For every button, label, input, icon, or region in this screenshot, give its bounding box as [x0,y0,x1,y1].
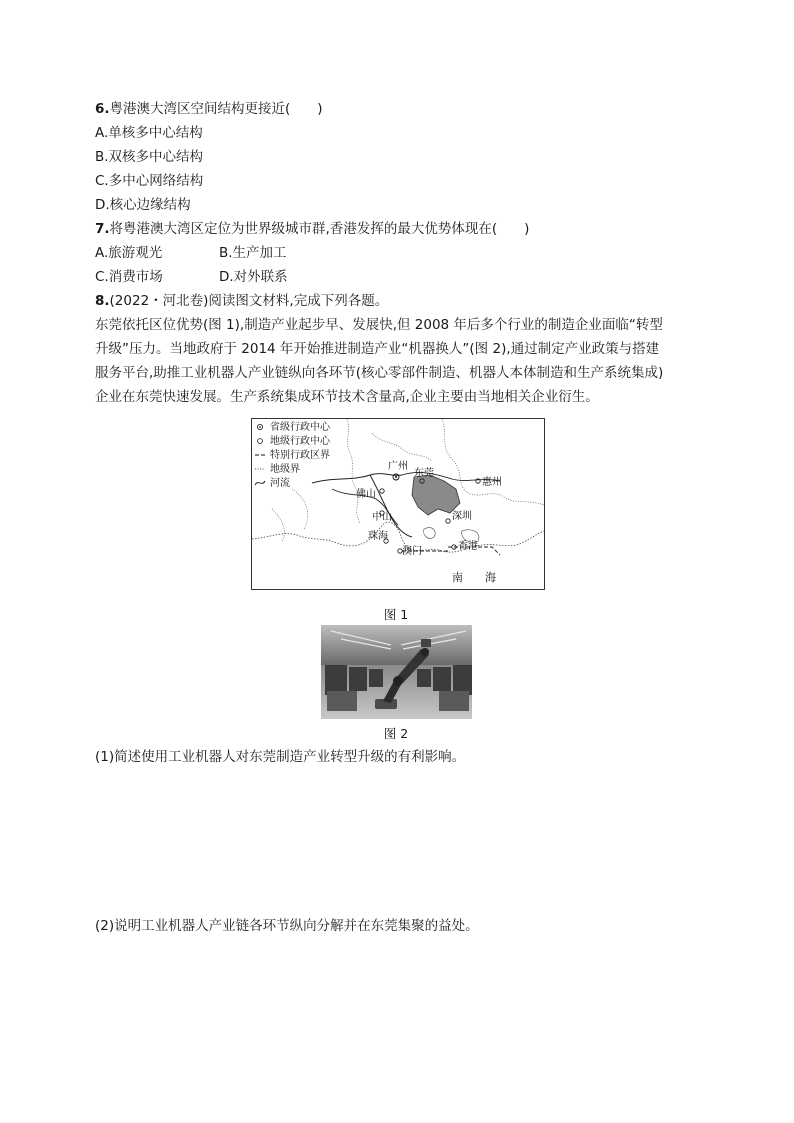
figure-2-photo [321,625,472,719]
ceiling [321,625,472,665]
q8-stem-text: (2022・河北卷)阅读图文材料,完成下列各题。 [109,293,389,309]
q8-sub-2: (2)说明工业机器人产业链各环节纵向分解并在东莞集聚的益处。 [95,918,479,934]
figure-1-map [251,418,545,590]
q7-option-a: A.旅游观光 [95,245,163,261]
legend-provincial-center: 省级行政中心 [270,422,330,433]
q6-number: 6. [95,101,110,117]
q6-option-a: A.单核多中心结构 [95,125,203,141]
sea-label: 南 海 [452,571,496,584]
boundary-west [347,419,360,523]
city-zhongshan: 中山 [372,512,392,523]
provincial-center-icon-dot [259,426,261,428]
q6-stem-text: 粤港澳大湾区空间结构更接近( ) [109,101,323,117]
q8-sub-1: (1)简述使用工业机器人对东莞制造产业转型升级的有利影响。 [95,749,466,765]
q7-option-c: C.消费市场 [95,269,163,285]
legend-prefecture-boundary: 地级界 [270,464,300,475]
q7-options-row-2 [95,268,288,286]
q6-option-d: D.核心边缘结构 [95,197,191,213]
legend-sar-boundary: 特别行政区界 [270,450,330,461]
q8-passage-line-4: 企业在东莞快速发展。生产系统集成环节技术含量高,企业主要由当地相关企业衍生。 [95,389,599,405]
q7-options-row-1 [95,244,287,262]
city-macau: 澳门 [402,546,422,557]
legend-prefectural-center: 地级行政中心 [270,436,330,447]
q8-number: 8. [95,293,110,309]
city-foshan: 佛山 [356,489,376,500]
city-dongguan: 东莞 [414,468,434,479]
city-hongkong: 香港 [458,541,478,552]
map-legend [255,420,331,489]
boundary-southwest [272,489,308,541]
island [424,528,436,539]
river-icon [255,481,265,485]
q7-option-b: B.生产加工 [219,245,287,261]
q8-stem [95,292,388,310]
city-guangzhou: 广州 [388,461,408,472]
boundary-north [372,433,432,461]
q7-stem-text: 将粤港澳大湾区定位为世界级城市群,香港发挥的最大优势体现在( ) [109,221,530,237]
shenzhen-marker [446,519,450,523]
q6-option-c: C.多中心网络结构 [95,173,204,189]
q6-stem [95,100,323,118]
dongguan-region [412,475,460,515]
city-zhuhai: 珠海 [368,531,388,542]
map-svg [252,419,544,589]
q8-passage-line-2: 升级”压力。当地政府于 2014 年开始推进制造产业“机器换人”(图 2),通过制定产业政策与搭建 [95,341,660,357]
q7-number: 7. [95,221,110,237]
guangzhou-marker-dot [395,476,397,478]
q7-stem [95,220,529,238]
coastline [252,522,544,552]
q8-passage-line-1: 东莞依托区位优势(图 1),制造产业起步早、发展快,但 2008 年后多个行业的制造企业面临“转型 [95,317,663,333]
figure-1-caption: 图 1 [383,607,409,622]
figure-2-caption: 图 2 [383,726,409,741]
city-huizhou: 惠州 [482,477,502,488]
legend-river: 河流 [270,478,290,489]
prefectural-center-icon [258,439,263,444]
city-shenzhen: 深圳 [452,511,472,522]
q8-passage-line-3: 服务平台,助推工业机器人产业链纵向各环节(核心零部件制造、机器人本体制造和生产系统集成) [95,365,664,381]
factory-robot-photo [321,625,472,719]
q6-option-b: B.双核多中心结构 [95,149,204,165]
q7-option-d: D.对外联系 [219,269,288,285]
foshan-marker [380,489,384,493]
